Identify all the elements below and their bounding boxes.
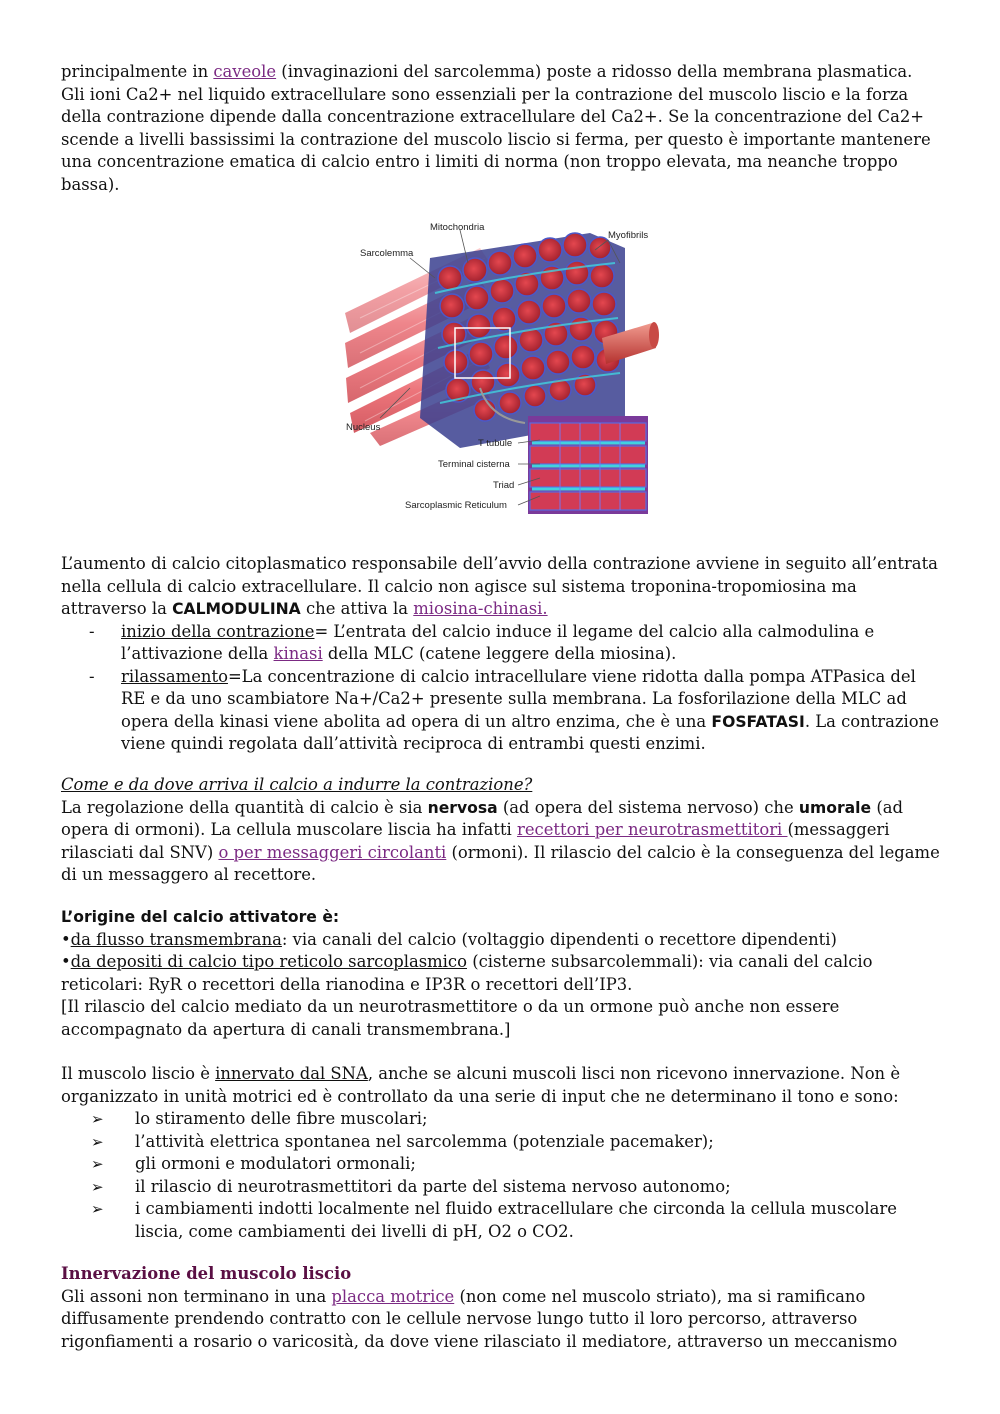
calmodulina-term: CALMODULINA — [172, 600, 301, 618]
question-text-5: (ormoni). Il rilascio del calcio è la conseguenza del legame di un messaggero al recettore. — [61, 842, 940, 884]
question-text-4: (messaggeri rilasciati dal SNV) — [61, 820, 890, 862]
flusso-term: da flusso transmembrana — [70, 929, 282, 949]
nervosa-term: nervosa — [427, 798, 498, 817]
list-item — [61, 1108, 941, 1131]
bullet: • — [61, 929, 71, 949]
dash-bullet: - — [89, 621, 95, 641]
kinasi-link[interactable]: kinasi — [273, 644, 323, 663]
intro-text-1: principalmente in — [61, 62, 214, 81]
arrow-bullet-icon: ➢ — [91, 1177, 104, 1196]
input-item-text: gli ormoni e modulatori ormonali; — [135, 1154, 416, 1173]
recettori-link[interactable]: recettori per neurotrasmettitori — [516, 820, 788, 839]
list-item — [61, 1198, 941, 1243]
contraction-phase-list — [61, 621, 941, 756]
calcium-paragraph — [61, 553, 941, 756]
muscle-fiber-illustration — [340, 218, 660, 518]
origin-note: [Il rilascio del calcio mediato da un neurotrasmettitore o da un ormone può anche non essere accompagnato da apertura di canali transmembrana.] — [61, 997, 840, 1039]
input-item-text: lo stiramento delle fibre muscolari; — [135, 1109, 428, 1128]
section-title: Innervazione del muscolo liscio — [61, 1264, 352, 1283]
caveole-link[interactable]: caveole — [213, 62, 277, 81]
label-sarcoplasmic-reticulum: Sarcoplasmic Reticulum — [405, 500, 507, 511]
rilassamento-term: rilassamento — [121, 666, 228, 686]
origin-line-1 — [61, 929, 941, 952]
placca-motrice-link[interactable]: placca motrice — [331, 1286, 455, 1306]
inizio-text-2: della MLC (catene leggere della miosina). — [322, 644, 677, 663]
origin-line-2 — [61, 951, 941, 996]
fosfatasi-term: FOSFATASI — [711, 712, 805, 731]
label-nucleus: Nucleus — [346, 422, 381, 433]
bullet: • — [61, 952, 71, 971]
label-triad: Triad — [493, 480, 515, 491]
inizio-contrazione-term: inizio della contrazione — [121, 621, 315, 641]
label-myofibrils: Myofibrils — [608, 230, 649, 241]
intro-paragraph — [61, 61, 941, 196]
muscle-fiber-figure — [340, 218, 660, 518]
label-terminal-cisterna: Terminal cisterna — [438, 459, 510, 470]
innervazione-section — [61, 1263, 941, 1353]
fibril-bundle — [420, 233, 625, 448]
list-item — [61, 1176, 941, 1199]
question-text-1: La regolazione della quantità di calcio è sia — [61, 797, 428, 817]
label-t-tubule: T tubule — [478, 438, 513, 449]
arrow-bullet-icon: ➢ — [91, 1200, 104, 1218]
list-item-inizio — [61, 621, 941, 666]
calcium-text-1: L’aumento di calcio citoplasmatico responsabile dell’avvio della contrazione avviene in seguito all’entrata nella cellula di calcio extracellulare. Il calcio non agisce sul sistema troponina-tropomiosina ma attraverso la — [61, 554, 938, 618]
label-sarcolemma: Sarcolemma — [360, 248, 414, 259]
origin-line-2-text: (cisterne subsarcolemmali): via canali del calcio reticolari: RyR o recettori della rianodina e IP3R o recettori dell’IP3. — [61, 952, 873, 994]
question-title: Come e da dove arriva il calcio a indurre la contrazione? — [61, 775, 533, 794]
list-item — [61, 1131, 941, 1154]
origin-line-1-text: : via canali del calcio (voltaggio dipendenti o recettore dipendenti) — [281, 929, 837, 949]
innervation-paragraph — [61, 1063, 941, 1243]
input-item-text: i cambiamenti indotti localmente nel fluido extracellulare che circonda la cellula muscolare liscia, come cambiamenti dei livelli di pH, O2 o CO2. — [135, 1199, 897, 1241]
messaggeri-circolanti-link[interactable]: o per messaggeri circolanti — [218, 842, 447, 862]
origin-title: L’origine del calcio attivatore è: — [61, 908, 340, 926]
question-section — [61, 774, 941, 887]
calcium-text-2: che attiva la — [300, 599, 414, 618]
question-text-2: (ad opera del sistema nervoso) che — [497, 797, 799, 817]
zoom-inset — [528, 416, 648, 514]
label-mitochondria: Mitochondria — [430, 222, 485, 233]
innervation-text-2: , anche se alcuni muscoli lisci non ricevono innervazione. Non è organizzato in unità motrici ed è controllato da una serie di input che ne determinano il tono e sono: — [61, 1064, 901, 1106]
intro-text-2: (invaginazioni del sarcolemma) poste a ridosso della membrana plasmatica. Gli ioni Ca2+ nel liquido extracellulare sono essenziali per la contrazione del muscolo liscio e la forza della contrazione dipende dalla concentrazione extracellulare del Ca2+. Se la concentrazione del Ca2+ scende a livelli bassissimi la contrazione del muscolo liscio si ferma, per questo è importante mantenere una concentrazione ematica di calcio entro i limiti di norma (non troppo elevata, ma neanche troppo bassa). — [61, 62, 931, 194]
rilassamento-text-2: . La contrazione viene quindi regolata dall’attività reciproca di entrambi questi enzimi. — [121, 711, 939, 753]
miosina-chinasi-link[interactable]: miosina-chinasi. — [413, 599, 548, 618]
list-item — [61, 1153, 941, 1176]
dash-bullet: - — [89, 666, 95, 686]
input-item-text: il rilascio di neurotrasmettitori da parte del sistema nervoso autonomo; — [135, 1176, 731, 1196]
section-text-1: Gli assoni non terminano in una — [61, 1286, 332, 1306]
section-text-2: (non come nel muscolo striato), ma si ramificano diffusamente prendendo contratto con le cellule nervose lungo tutto il loro percorso, attraverso rigonfiamenti a rosario o varicosità, da dove viene rilasciato il mediatore, attraverso un meccanismo — [61, 1286, 898, 1351]
rilassamento-text-1: =La concentrazione di calcio intracellulare viene ridotta dalla pompa ATPasica del RE e da uno scambiatore Na+/Ca2+ presente sulla membrana. La fosforilazione della MLC ad opera della kinasi viene abolita ad opera di un altro enzima, che è una — [121, 666, 916, 731]
arrow-bullet-icon: ➢ — [91, 1110, 104, 1128]
input-list — [61, 1108, 941, 1243]
sna-term: innervato dal SNA — [215, 1064, 368, 1083]
inizio-text-1: = L’entrata del calcio induce il legame del calcio alla calmodulina e l’attivazione della — [121, 621, 875, 663]
depositi-term: da depositi di calcio tipo reticolo sarcoplasmico — [70, 952, 467, 971]
innervation-text-1: Il muscolo liscio è — [61, 1064, 216, 1083]
arrow-bullet-icon: ➢ — [91, 1155, 104, 1173]
origin-section — [61, 906, 941, 1041]
input-item-text: l’attività elettrica spontanea nel sarcolemma (potenziale pacemaker); — [135, 1131, 714, 1151]
list-item-rilassamento — [61, 666, 941, 756]
umorale-term: umorale — [798, 798, 872, 817]
question-text-3: (ad opera di ormoni). La cellula muscolare liscia ha infatti — [61, 797, 903, 839]
arrow-bullet-icon: ➢ — [91, 1132, 104, 1151]
